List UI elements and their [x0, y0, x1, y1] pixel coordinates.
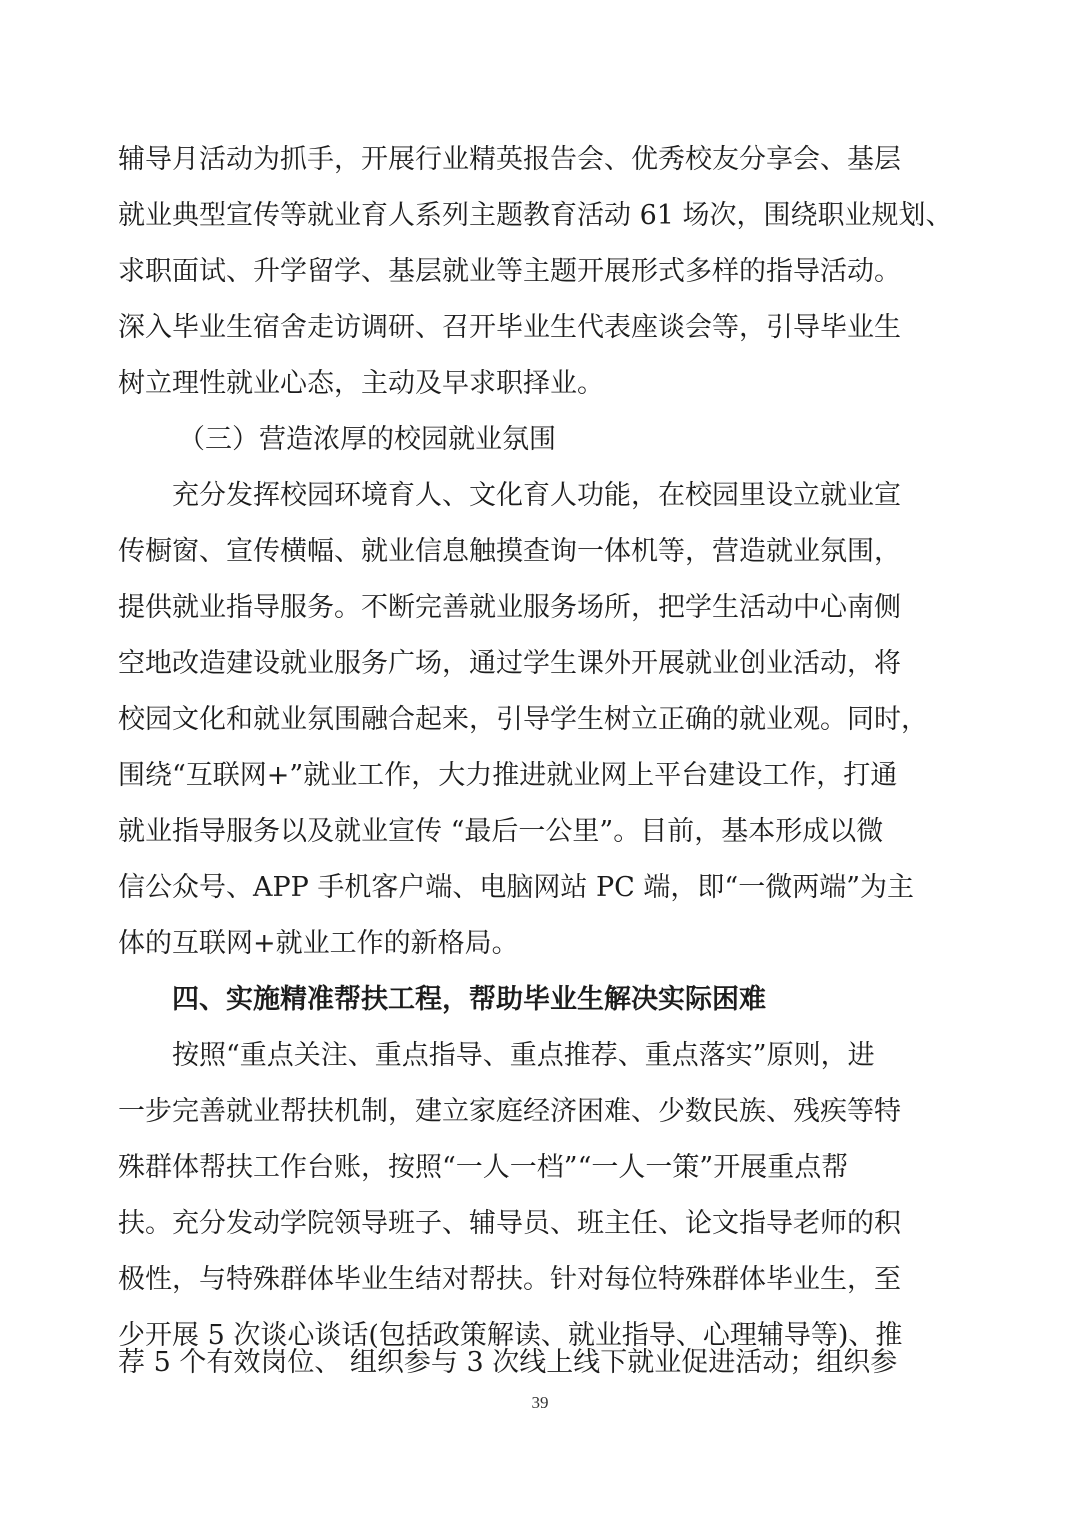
body-text-line: 信公众号、APP 手机客户端、电脑网站 PC 端，即“一微两端”为主 [118, 872, 915, 903]
body-text-line: 极性，与特殊群体毕业生结对帮扶。针对每位特殊群体毕业生，至 [118, 1264, 901, 1295]
body-text-line: 树立理性就业心态，主动及早求职择业。 [118, 368, 604, 399]
body-text-line: 扶。充分发动学院领导班子、辅导员、班主任、论文指导老师的积 [118, 1208, 901, 1239]
body-text-line: 充分发挥校园环境育人、文化育人功能，在校园里设立就业宣 [172, 480, 901, 511]
body-text-line: 校园文化和就业氛围融合起来，引导学生树立正确的就业观。同时， [118, 704, 928, 735]
body-text-line: 体的互联网+就业工作的新格局。 [118, 928, 519, 959]
body-text-line: 就业指导服务以及就业宣传 “最后一公里”。目前，基本形成以微 [118, 816, 884, 847]
body-text-line: 围绕“互联网+”就业工作，大力推进就业网上平台建设工作，打通 [118, 760, 898, 791]
body-text-line: 深入毕业生宿舍走访调研、召开毕业生代表座谈会等，引导毕业生 [118, 312, 901, 343]
page-number: 39 [531, 1393, 549, 1412]
body-text-line: 殊群体帮扶工作台账，按照“一人一档”“一人一策”开展重点帮 [118, 1152, 849, 1183]
body-text-line: 一步完善就业帮扶机制，建立家庭经济困难、少数民族、残疾等特 [118, 1096, 901, 1127]
body-text-line: 传橱窗、宣传横幅、就业信息触摸查询一体机等，营造就业氛围， [118, 536, 901, 567]
body-text-line: 就业典型宣传等就业育人系列主题教育活动 61 场次，围绕职业规划、 [118, 200, 953, 231]
body-text-line: 按照“重点关注、重点指导、重点推荐、重点落实”原则，进 [172, 1040, 875, 1071]
body-text-line: 荐 5 个有效岗位、 组织参与 3 次线上线下就业促进活动；组织参 [118, 1347, 898, 1378]
body-text-line: 辅导月活动为抓手，开展行业精英报告会、优秀校友分享会、基层 [118, 144, 901, 175]
body-text-line: 提供就业指导服务。不断完善就业服务场所，把学生活动中心南侧 [118, 592, 901, 623]
body-text-line: 求职面试、升学留学、基层就业等主题开展形式多样的指导活动。 [118, 256, 901, 287]
body-text-line: 空地改造建设就业服务广场，通过学生课外开展就业创业活动，将 [118, 648, 901, 679]
section-heading-4: 四、实施精准帮扶工程，帮助毕业生解决实际困难 [172, 984, 766, 1015]
body-text-line: 少开展 5 次谈心谈话(包括政策解读、就业指导、心理辅导等)、推 [118, 1320, 903, 1351]
section-heading-3: （三）营造浓厚的校园就业氛围 [178, 424, 556, 455]
